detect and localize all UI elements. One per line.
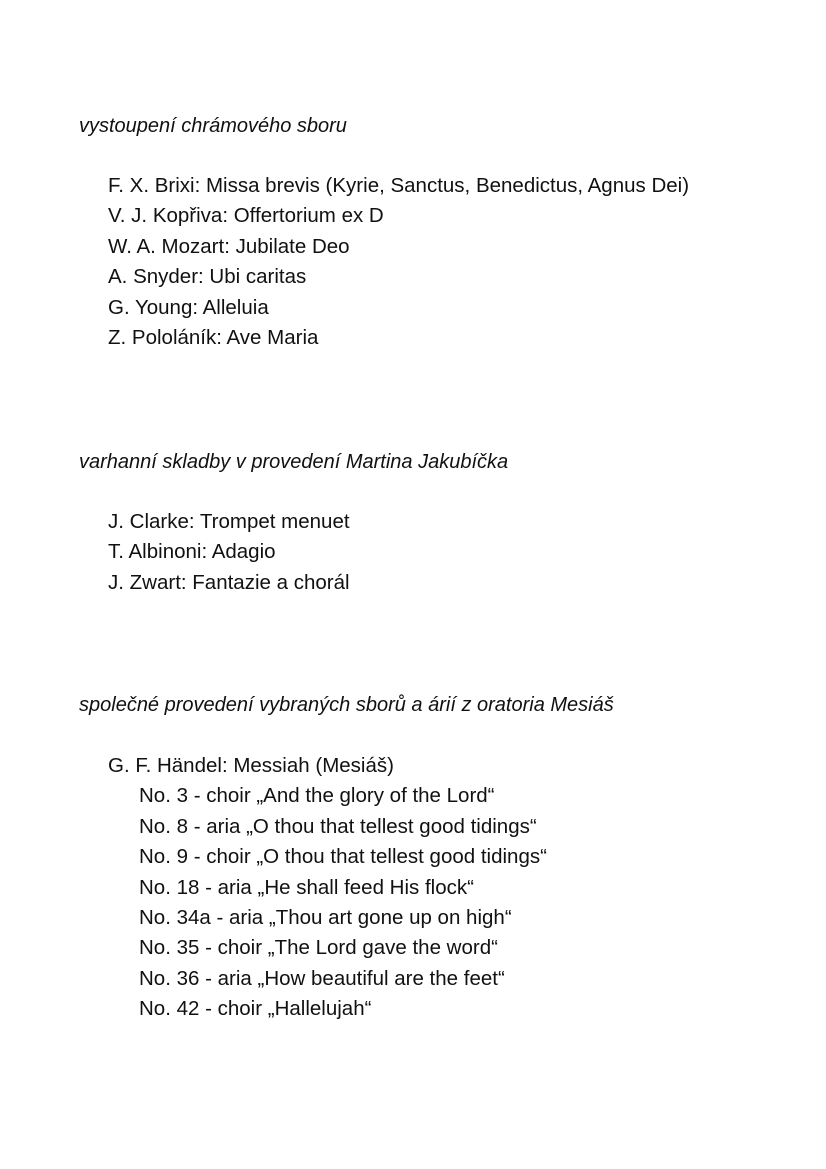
oratorio-number-item: No. 42 - choir „Hallelujah“ — [139, 997, 372, 1021]
program-item: T. Albinoni: Adagio — [108, 540, 276, 564]
program-item: Z. Pololáník: Ave Maria — [108, 326, 319, 350]
program-item: F. X. Brixi: Missa brevis (Kyrie, Sanctus, Benedictus, Agnus Dei) — [108, 174, 690, 197]
program-item: A. Snyder: Ubi caritas — [108, 265, 307, 289]
section-heading-organ: varhanní skladby v provedení Martina Jakubíčka — [79, 451, 509, 473]
oratorio-number-item: No. 3 - choir „And the glory of the Lord“ — [139, 784, 495, 808]
oratorio-number-item: No. 34a - aria „Thou art gone up on high“ — [139, 906, 512, 930]
oratorio-number-item: No. 18 - aria „He shall feed His flock“ — [139, 875, 474, 899]
section-heading-choir: vystoupení chrámového sboru — [79, 115, 347, 137]
work-title-text: G. F. Händel: Messiah (Mesiáš) — [108, 754, 394, 777]
organ-program-list — [108, 507, 350, 598]
oratorio-numbers-list — [108, 781, 547, 1024]
program-item: V. J. Kopřiva: Offertorium ex D — [108, 204, 384, 228]
program-item: J. Clarke: Trompet menuet — [108, 510, 350, 533]
oratorio-number-item: No. 35 - choir „The Lord gave the word“ — [139, 936, 498, 960]
oratorio-number-item: No. 9 - choir „O thou that tellest good tidings“ — [139, 845, 547, 869]
oratorio-number-item: No. 36 - aria „How beautiful are the feet“ — [139, 966, 505, 990]
oratorio-program-list — [108, 751, 547, 1025]
program-item: W. A. Mozart: Jubilate Deo — [108, 234, 350, 258]
oratorio-number-item: No. 8 - aria „O thou that tellest good tidings“ — [139, 814, 537, 838]
program-item: J. Zwart: Fantazie a chorál — [108, 570, 350, 594]
section-heading-oratorio: společné provedení vybraných sborů a árií z oratoria Mesiáš — [79, 694, 614, 716]
choir-program-list — [108, 171, 689, 353]
oratorio-work-title — [108, 751, 547, 1025]
program-item: G. Young: Alleluia — [108, 295, 269, 319]
